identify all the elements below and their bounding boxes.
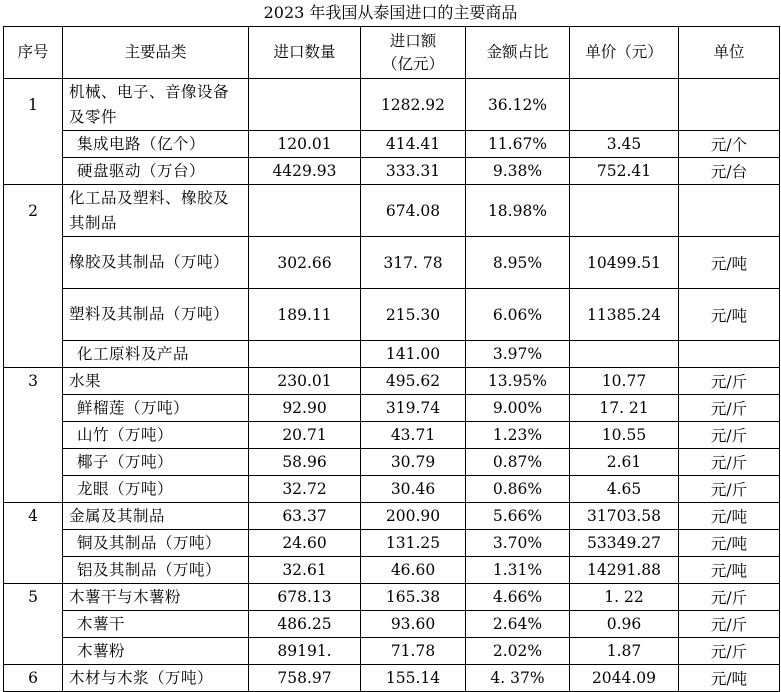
cell-product: 木薯干 [63, 611, 249, 638]
cell-amount: 46.60 [361, 557, 466, 584]
cell-unit: 元/斤 [679, 638, 780, 665]
cell-qty [249, 185, 361, 237]
cell-unit: 元/斤 [679, 395, 780, 422]
cell-product: 山竹（万吨） [63, 422, 249, 449]
cell-price [570, 341, 679, 368]
cell-product: 集成电路（亿个） [63, 131, 249, 158]
header-share: 金额占比 [466, 27, 570, 79]
cell-share: 0.86% [466, 476, 570, 503]
table-row [4, 503, 780, 530]
cell-price [570, 79, 679, 131]
cell-unit: 元/吨 [679, 530, 780, 557]
cell-product: 椰子（万吨） [63, 449, 249, 476]
cell-price: 2044.09 [570, 665, 679, 692]
table-row [4, 395, 780, 422]
cell-share: 9.38% [466, 158, 570, 185]
cell-unit: 元/斤 [679, 611, 780, 638]
cell-seq: 4 [4, 503, 63, 530]
cell-amount: 414.41 [361, 131, 466, 158]
cell-share: 4. 37% [466, 665, 570, 692]
cell-share: 11.67% [466, 131, 570, 158]
cell-price: 2.61 [570, 449, 679, 476]
watermark [6, 664, 96, 688]
table-row [4, 638, 780, 665]
header-unit: 单位 [679, 27, 780, 79]
cell-share: 2.02% [466, 638, 570, 665]
cell-share: 4.66% [466, 584, 570, 611]
table-row [4, 449, 780, 476]
table-row [4, 289, 780, 341]
cell-seq [4, 131, 63, 158]
cell-product: 木材与木浆（万吨） [63, 665, 249, 692]
cell-price: 0.96 [570, 611, 679, 638]
cell-amount: 30.46 [361, 476, 466, 503]
cell-share: 1.31% [466, 557, 570, 584]
cell-unit: 元/斤 [679, 368, 780, 395]
cell-unit [679, 79, 780, 131]
header-seq: 序号 [4, 27, 63, 79]
cell-share: 18.98% [466, 185, 570, 237]
table-row [4, 158, 780, 185]
cell-amount: 319.74 [361, 395, 466, 422]
cell-qty: 32.61 [249, 557, 361, 584]
cell-share: 2.64% [466, 611, 570, 638]
cell-amount: 43.71 [361, 422, 466, 449]
header-qty: 进口数量 [249, 27, 361, 79]
cell-amount: 495.62 [361, 368, 466, 395]
cell-unit: 元/台 [679, 158, 780, 185]
cell-price: 1.87 [570, 638, 679, 665]
cell-seq: 1 [4, 79, 63, 131]
cell-price: 1. 22 [570, 584, 679, 611]
import-table [3, 26, 780, 692]
table-row [4, 368, 780, 395]
cell-amount: 317. 78 [361, 237, 466, 289]
cell-seq [4, 395, 63, 422]
table-row [4, 476, 780, 503]
cell-seq [4, 611, 63, 638]
header-row [4, 27, 780, 79]
cell-share: 9.00% [466, 395, 570, 422]
cell-amount: 333.31 [361, 158, 466, 185]
cell-price: 11385.24 [570, 289, 679, 341]
cell-amount: 71.78 [361, 638, 466, 665]
cell-seq: 3 [4, 368, 63, 395]
cell-product: 龙眼（万吨） [63, 476, 249, 503]
cell-share: 3.70% [466, 530, 570, 557]
cell-unit: 元/斤 [679, 449, 780, 476]
cell-price: 4.65 [570, 476, 679, 503]
cell-product: 塑料及其制品（万吨） [63, 289, 249, 341]
table-row [4, 237, 780, 289]
cell-price: 14291.88 [570, 557, 679, 584]
cell-amount: 215.30 [361, 289, 466, 341]
cell-seq [4, 476, 63, 503]
cell-qty: 230.01 [249, 368, 361, 395]
header-product: 主要品类 [63, 27, 249, 79]
cell-product: 铝及其制品（万吨） [63, 557, 249, 584]
cell-qty: 89191. [249, 638, 361, 665]
cell-qty: 189.11 [249, 289, 361, 341]
cell-unit [679, 341, 780, 368]
cell-qty: 678.13 [249, 584, 361, 611]
cell-qty: 20.71 [249, 422, 361, 449]
cell-qty [249, 79, 361, 131]
table-row [4, 665, 780, 692]
cell-seq [4, 158, 63, 185]
cell-share: 8.95% [466, 237, 570, 289]
cell-share: 5.66% [466, 503, 570, 530]
cell-unit: 元/吨 [679, 665, 780, 692]
cell-product: 硬盘驱动（万台） [63, 158, 249, 185]
cell-seq [4, 530, 63, 557]
cell-price: 10.77 [570, 368, 679, 395]
header-amount: 进口额 （亿元） [361, 27, 466, 79]
table-row [4, 79, 780, 131]
table-title: 2023 年我国从泰国进口的主要商品 [263, 3, 518, 22]
cell-unit: 元/吨 [679, 503, 780, 530]
cell-share: 6.06% [466, 289, 570, 341]
cell-price: 3.45 [570, 131, 679, 158]
cell-share: 13.95% [466, 368, 570, 395]
cell-unit: 元/个 [679, 131, 780, 158]
cell-seq [4, 289, 63, 341]
cell-product: 化工原料及产品 [63, 341, 249, 368]
header-price: 单价（元） [570, 27, 679, 79]
cell-seq [4, 422, 63, 449]
cell-seq [4, 449, 63, 476]
cell-amount: 1282.92 [361, 79, 466, 131]
cell-qty: 120.01 [249, 131, 361, 158]
cell-seq [4, 638, 63, 665]
cell-qty [249, 341, 361, 368]
cell-product: 木薯粉 [63, 638, 249, 665]
cell-unit: 元/斤 [679, 476, 780, 503]
cell-product: 橡胶及其制品（万吨） [63, 237, 249, 289]
cell-qty: 32.72 [249, 476, 361, 503]
cell-product: 金属及其制品 [63, 503, 249, 530]
table-row [4, 530, 780, 557]
cell-seq: 6 [4, 665, 63, 692]
cell-amount: 131.25 [361, 530, 466, 557]
cell-product: 机械、电子、音像设备及零件 [63, 79, 249, 131]
cell-share: 1.23% [466, 422, 570, 449]
cell-amount: 165.38 [361, 584, 466, 611]
cell-price: 53349.27 [570, 530, 679, 557]
cell-share: 3.97% [466, 341, 570, 368]
cell-price: 17. 21 [570, 395, 679, 422]
cell-price: 10499.51 [570, 237, 679, 289]
cell-product: 水果 [63, 368, 249, 395]
cell-product: 鲜榴莲（万吨） [63, 395, 249, 422]
cell-amount: 155.14 [361, 665, 466, 692]
table-row [4, 131, 780, 158]
cell-amount: 93.60 [361, 611, 466, 638]
cell-unit: 元/斤 [679, 584, 780, 611]
cell-qty: 302.66 [249, 237, 361, 289]
table-row [4, 611, 780, 638]
cell-amount: 200.90 [361, 503, 466, 530]
cell-qty: 486.25 [249, 611, 361, 638]
table-row [4, 422, 780, 449]
cell-unit: 元/吨 [679, 237, 780, 289]
cell-unit: 元/吨 [679, 557, 780, 584]
cell-unit: 元/斤 [679, 422, 780, 449]
cell-seq [4, 557, 63, 584]
table-row [4, 557, 780, 584]
cell-product: 化工品及塑料、橡胶及其制品 [63, 185, 249, 237]
cell-price: 31703.58 [570, 503, 679, 530]
table-row [4, 185, 780, 237]
cell-share: 36.12% [466, 79, 570, 131]
cell-qty: 24.60 [249, 530, 361, 557]
cell-product: 铜及其制品（万吨） [63, 530, 249, 557]
cell-amount: 674.08 [361, 185, 466, 237]
cell-qty: 92.90 [249, 395, 361, 422]
cell-seq [4, 237, 63, 289]
cell-unit [679, 185, 780, 237]
cell-price: 10.55 [570, 422, 679, 449]
table-row [4, 341, 780, 368]
cell-qty: 758.97 [249, 665, 361, 692]
cell-price: 752.41 [570, 158, 679, 185]
cell-qty: 4429.93 [249, 158, 361, 185]
cell-product: 木薯干与木薯粉 [63, 584, 249, 611]
cell-share: 0.87% [466, 449, 570, 476]
table-row [4, 584, 780, 611]
cell-price [570, 185, 679, 237]
cell-seq [4, 341, 63, 368]
cell-unit: 元/吨 [679, 289, 780, 341]
cell-seq: 5 [4, 584, 63, 611]
cell-seq: 2 [4, 185, 63, 237]
cell-qty: 63.37 [249, 503, 361, 530]
cell-amount: 141.00 [361, 341, 466, 368]
cell-qty: 58.96 [249, 449, 361, 476]
cell-amount: 30.79 [361, 449, 466, 476]
